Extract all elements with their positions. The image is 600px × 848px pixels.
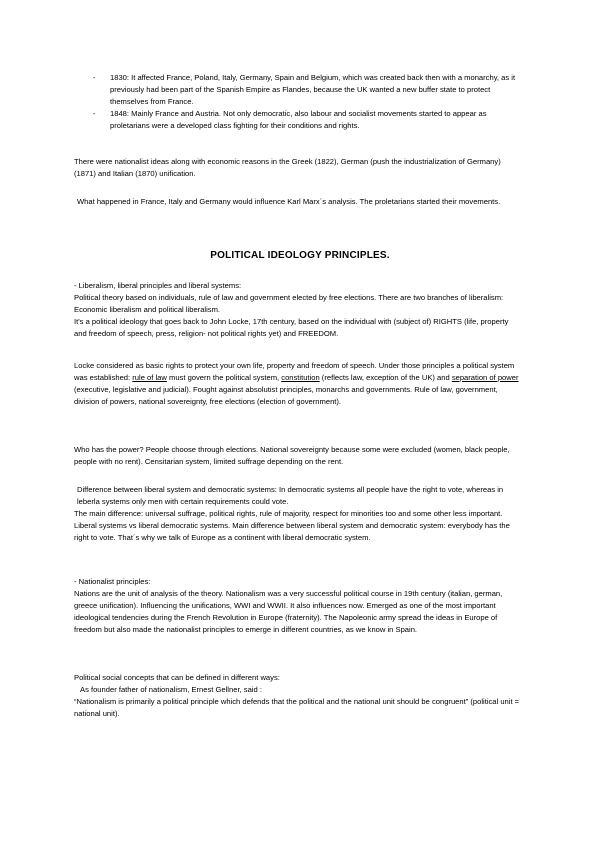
liberalism-line: Political theory based on individuals, rule of law and government elected by free elections. There are two branches of liberalism: Economic liberalism and political liberalism. bbox=[74, 293, 504, 314]
who-power-paragraph bbox=[74, 444, 522, 468]
text-run: (reflects law, exception of the UK) and bbox=[319, 373, 452, 382]
underlined-term: rule of law bbox=[132, 373, 167, 382]
underlined-term: constitution bbox=[281, 373, 320, 382]
bullet-text: 1830: It affected France, Poland, Italy, Germany, Spain and Belgium, which was created back then with a monarchy, as it previously had been part of the Spanish Empire as Flandes, because the UK wanted a new buffer state to protect themselves from France. bbox=[110, 73, 516, 106]
nationalist-text: Nations are the unit of analysis of the theory. Nationalism was a very successful political course in 19th century (italian, german, greece unification). Influencing the unifications, WWI and WWII. It also influences now. Emerged as one of the most important ideological tendencies during the French Revolution in Europe (fraternity). The Napoleonic army spread the ideas in Europe of freedom but also made the nationalist principles to emerge in different countries, as we know in Spain. bbox=[74, 589, 503, 634]
revolutions-bullet-list bbox=[93, 72, 525, 132]
bullet-marker: - bbox=[93, 109, 96, 118]
paragraph-marx bbox=[74, 196, 525, 208]
difference-line: The main difference: universal suffrage, political rights, rule of majority, respect for minorities too and some other less important. bbox=[74, 509, 503, 518]
concepts-line: As founder father of nationalism, Ernest Gellner, said : bbox=[80, 685, 262, 694]
difference-line: Liberal systems vs liberal democratic systems. Main difference between liberal system and democratic system: everybody has the right to vote. That´s why we talk of Europe as a continent with liberal democratic system. bbox=[74, 521, 510, 542]
underlined-term: separation of power bbox=[451, 373, 519, 382]
text-run: (executive, legislative and judicial). Fought against absolutist principles, monarchs and governments. Rule of law, government, division of powers, national sovereignty, free elections (election of government). bbox=[74, 385, 498, 406]
nationalist-heading: - Nationalist principles: bbox=[74, 577, 151, 586]
bullet-1830 bbox=[93, 72, 525, 108]
paragraph-text: Who has the power? People choose through elections. National sovereignty because some were excluded (women, black people, people with no rent). Censitarian system, limited suffrage depending on the rent. bbox=[74, 445, 510, 466]
paragraph-nationalist-ideas bbox=[74, 156, 522, 180]
concepts-line: Political social concepts that can be defined in different ways: bbox=[74, 673, 280, 682]
bullet-marker: - bbox=[93, 73, 96, 82]
locke-text bbox=[74, 360, 522, 408]
bullet-1848 bbox=[93, 108, 525, 132]
locke-paragraph bbox=[74, 360, 522, 408]
paragraph-text: What happened in France, Italy and Germany would influence Karl Marx´s analysis. The proletarians started their movements. bbox=[77, 197, 501, 206]
paragraph-text: There were nationalist ideas along with economic reasons in the Greek (1822), German (push the industrialization of Germany) (1871) and Italian (1870) unification. bbox=[74, 157, 501, 178]
text-run: must govern the political system, bbox=[166, 373, 282, 382]
difference-section bbox=[74, 484, 522, 544]
liberalism-heading: - Liberalism, liberal principles and liberal systems: bbox=[74, 281, 242, 290]
bullet-text: 1848: Mainly France and Austria. Not only democratic, also labour and socialist movements started to appear as proletarians were a developed class fighting for their conditions and rights. bbox=[110, 109, 487, 130]
liberalism-section bbox=[74, 280, 522, 340]
nationalist-section bbox=[74, 576, 522, 636]
liberalism-line: It's a political ideology that goes back to John Locke, 17th century, based on the individual with (subject of) RIGHTS (life, property and freedom of speech, press, religion- not political rights yet) and FREEDOM. bbox=[74, 317, 509, 338]
section-title: POLITICAL IDEOLOGY PRINCIPLES. bbox=[210, 250, 390, 261]
difference-line: Difference between liberal system and democratic systems: In democratic systems all people have the right to vote, whereas in leberla systems only men with certain requirements could vote. bbox=[77, 485, 504, 506]
concepts-section bbox=[74, 672, 522, 720]
gellner-quote: “Nationalism is primarily a political principle which defends that the political and the national unit should be congruent” (political unit = national unit). bbox=[74, 697, 520, 718]
text-run: Locke considered as basic rights to protect your own life, property and freedom of speech. Under those principles a political system was established: bbox=[74, 361, 515, 382]
